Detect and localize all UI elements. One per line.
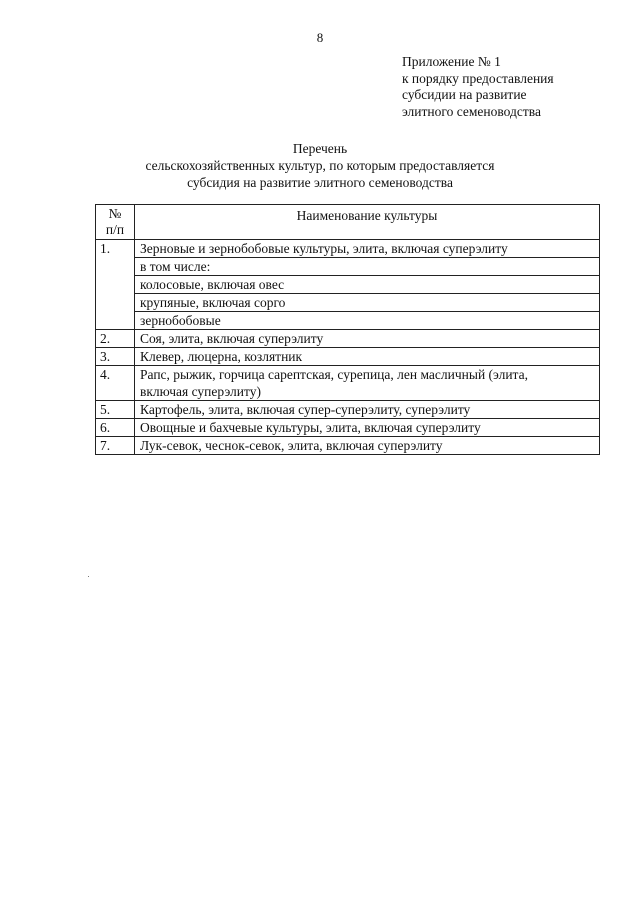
appendix-line: к порядку предоставления <box>402 70 554 86</box>
row-name: колосовые, включая овес <box>135 276 600 294</box>
table-row <box>96 348 600 366</box>
crops-table <box>95 204 600 455</box>
table-row <box>96 419 600 437</box>
row-name: в том числе: <box>135 258 600 276</box>
row-name: Клевер, люцерна, козлятник <box>135 348 600 366</box>
title-line: субсидия на развитие элитного семеноводства <box>187 175 453 190</box>
row-number <box>96 312 135 330</box>
table-row <box>96 240 600 258</box>
table-header-row <box>96 205 600 240</box>
row-number: 7. <box>96 437 135 455</box>
row-name: крупяные, включая сорго <box>135 294 600 312</box>
number-column-header <box>96 205 135 240</box>
title-line: Перечень <box>292 141 348 156</box>
row-name: Зерновые и зернобобовые культуры, элита, включая суперэлиту <box>135 240 600 258</box>
row-number: 4. <box>96 366 135 401</box>
number-header-abbrev: п/п <box>105 222 125 237</box>
appendix-line: элитного семеноводства <box>402 103 541 119</box>
row-name-line: Рапс, рыжик, горчица сарептская, сурепица, лен масличный (элита, <box>140 367 528 382</box>
table-row <box>96 258 600 276</box>
row-number: 2. <box>96 330 135 348</box>
row-number: 1. <box>96 240 135 258</box>
row-name: Овощные и бахчевые культуры, элита, включая суперэлиту <box>135 419 600 437</box>
row-number: 3. <box>96 348 135 366</box>
row-number <box>96 276 135 294</box>
page-number: 8 <box>316 30 324 45</box>
row-number: 5. <box>96 401 135 419</box>
row-name: Картофель, элита, включая супер-суперэлиту, суперэлиту <box>135 401 600 419</box>
appendix-line: Приложение № 1 <box>402 54 501 69</box>
table-row <box>96 312 600 330</box>
appendix-note <box>402 54 554 120</box>
table-row <box>96 401 600 419</box>
table-row <box>96 276 600 294</box>
title-line: сельскохозяйственных культур, по которым предоставляется <box>145 158 495 173</box>
table-row <box>96 330 600 348</box>
appendix-line: субсидии на развитие <box>402 87 527 102</box>
row-name: зернобобовые <box>135 312 600 330</box>
table-row <box>96 437 600 455</box>
row-number <box>96 258 135 276</box>
scan-speck <box>88 576 89 577</box>
number-header-symbol: № <box>108 206 122 221</box>
table-row <box>96 366 600 401</box>
document-title <box>0 140 640 191</box>
name-column-header: Наименование культуры <box>135 205 600 240</box>
row-number: 6. <box>96 419 135 437</box>
row-name <box>135 366 600 401</box>
table-row <box>96 294 600 312</box>
row-number <box>96 294 135 312</box>
row-name-line: включая суперэлиту) <box>140 384 261 399</box>
row-name: Соя, элита, включая суперэлиту <box>135 330 600 348</box>
row-name: Лук-севок, чеснок-севок, элита, включая суперэлиту <box>135 437 600 455</box>
